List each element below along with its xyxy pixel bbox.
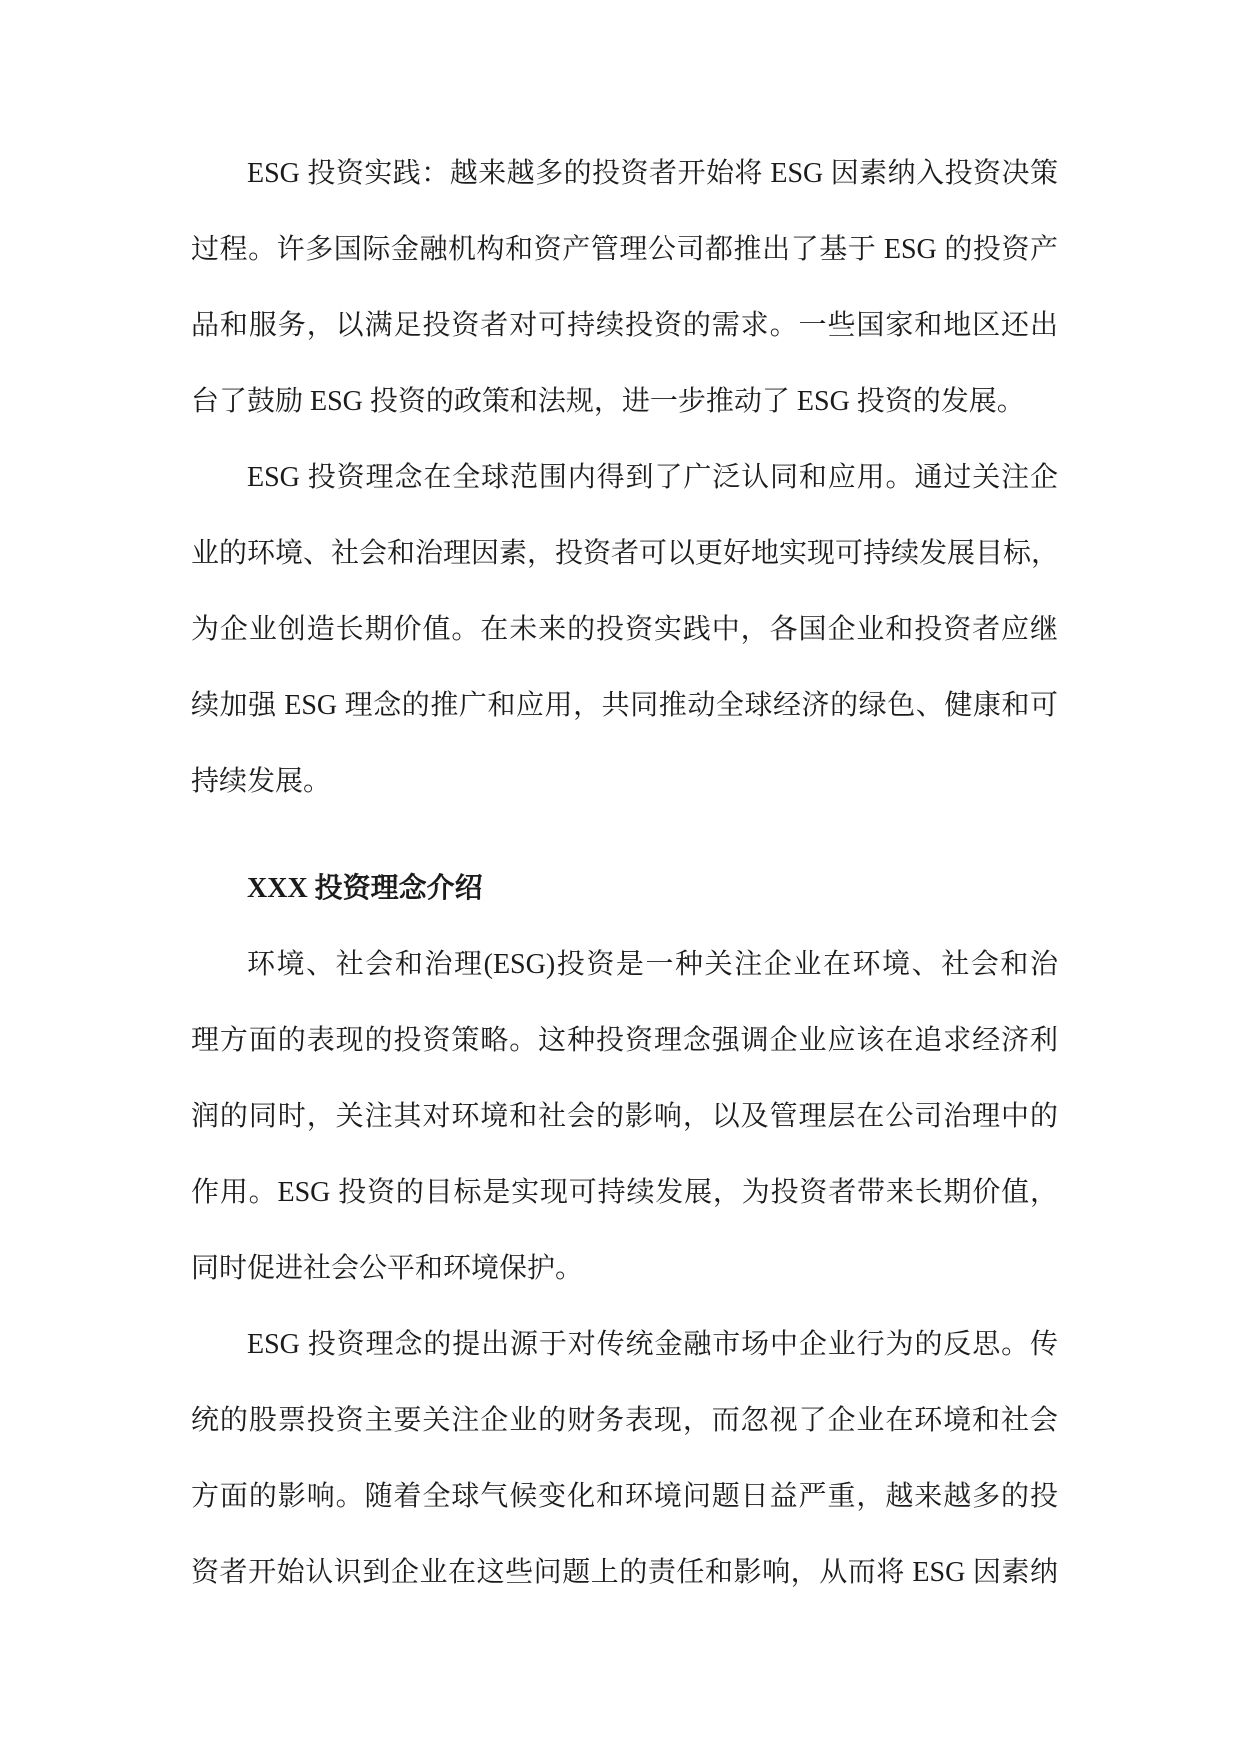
paragraph-2 (191, 440, 1058, 820)
paragraph-3-line-5: 同时促进社会公平和环境保护。 (191, 1253, 584, 1284)
paragraph-3-line-2: 理方面的表现的投资策略。这种投资理念强调企业应该在追求经济利 (191, 1025, 1058, 1056)
paragraph-2-line-4: 续加强 ESG 理念的推广和应用，共同推动全球经济的绿色、健康和可 (191, 690, 1058, 721)
paragraph-3-line-1: 环境、社会和治理(ESG)投资是一种关注企业在环境、社会和治 (247, 949, 1058, 980)
paragraph-3-line-4: 作用。ESG 投资的目标是实现可持续发展，为投资者带来长期价值， (191, 1177, 1058, 1208)
paragraph-4 (191, 1307, 1058, 1611)
paragraph-4-line-3: 方面的影响。随着全球气候变化和环境问题日益严重，越来越多的投 (191, 1481, 1058, 1512)
paragraph-2-line-2: 业的环境、社会和治理因素，投资者可以更好地实现可持续发展目标， (191, 538, 1060, 569)
paragraph-1-line-1: ESG 投资实践：越来越多的投资者开始将 ESG 因素纳入投资决策 (247, 158, 1058, 189)
paragraph-4-line-4: 资者开始认识到企业在这些问题上的责任和影响，从而将 ESG 因素纳 (191, 1557, 1058, 1588)
paragraph-1-line-3: 品和服务，以满足投资者对可持续投资的需求。一些国家和地区还出 (191, 310, 1058, 341)
paragraph-3 (191, 927, 1058, 1307)
paragraph-1 (191, 136, 1058, 440)
section-heading: XXX 投资理念介绍 (247, 873, 483, 904)
paragraph-1-line-2: 过程。许多国际金融机构和资产管理公司都推出了基于 ESG 的投资产 (191, 234, 1058, 265)
paragraph-2-line-1: ESG 投资理念在全球范围内得到了广泛认同和应用。通过关注企 (247, 462, 1058, 493)
paragraph-2-line-5: 持续发展。 (191, 766, 332, 797)
paragraph-2-line-3: 为企业创造长期价值。在未来的投资实践中，各国企业和投资者应继 (191, 614, 1058, 645)
paragraph-1-line-4: 台了鼓励 ESG 投资的政策和法规，进一步推动了 ESG 投资的发展。 (191, 386, 1025, 417)
paragraph-4-line-2: 统的股票投资主要关注企业的财务表现，而忽视了企业在环境和社会 (191, 1405, 1058, 1436)
document-body (191, 136, 1058, 1611)
paragraph-4-line-1: ESG 投资理念的提出源于对传统金融市场中企业行为的反思。传 (247, 1329, 1058, 1360)
paragraph-3-line-3: 润的同时，关注其对环境和社会的影响，以及管理层在公司治理中的 (191, 1101, 1058, 1132)
